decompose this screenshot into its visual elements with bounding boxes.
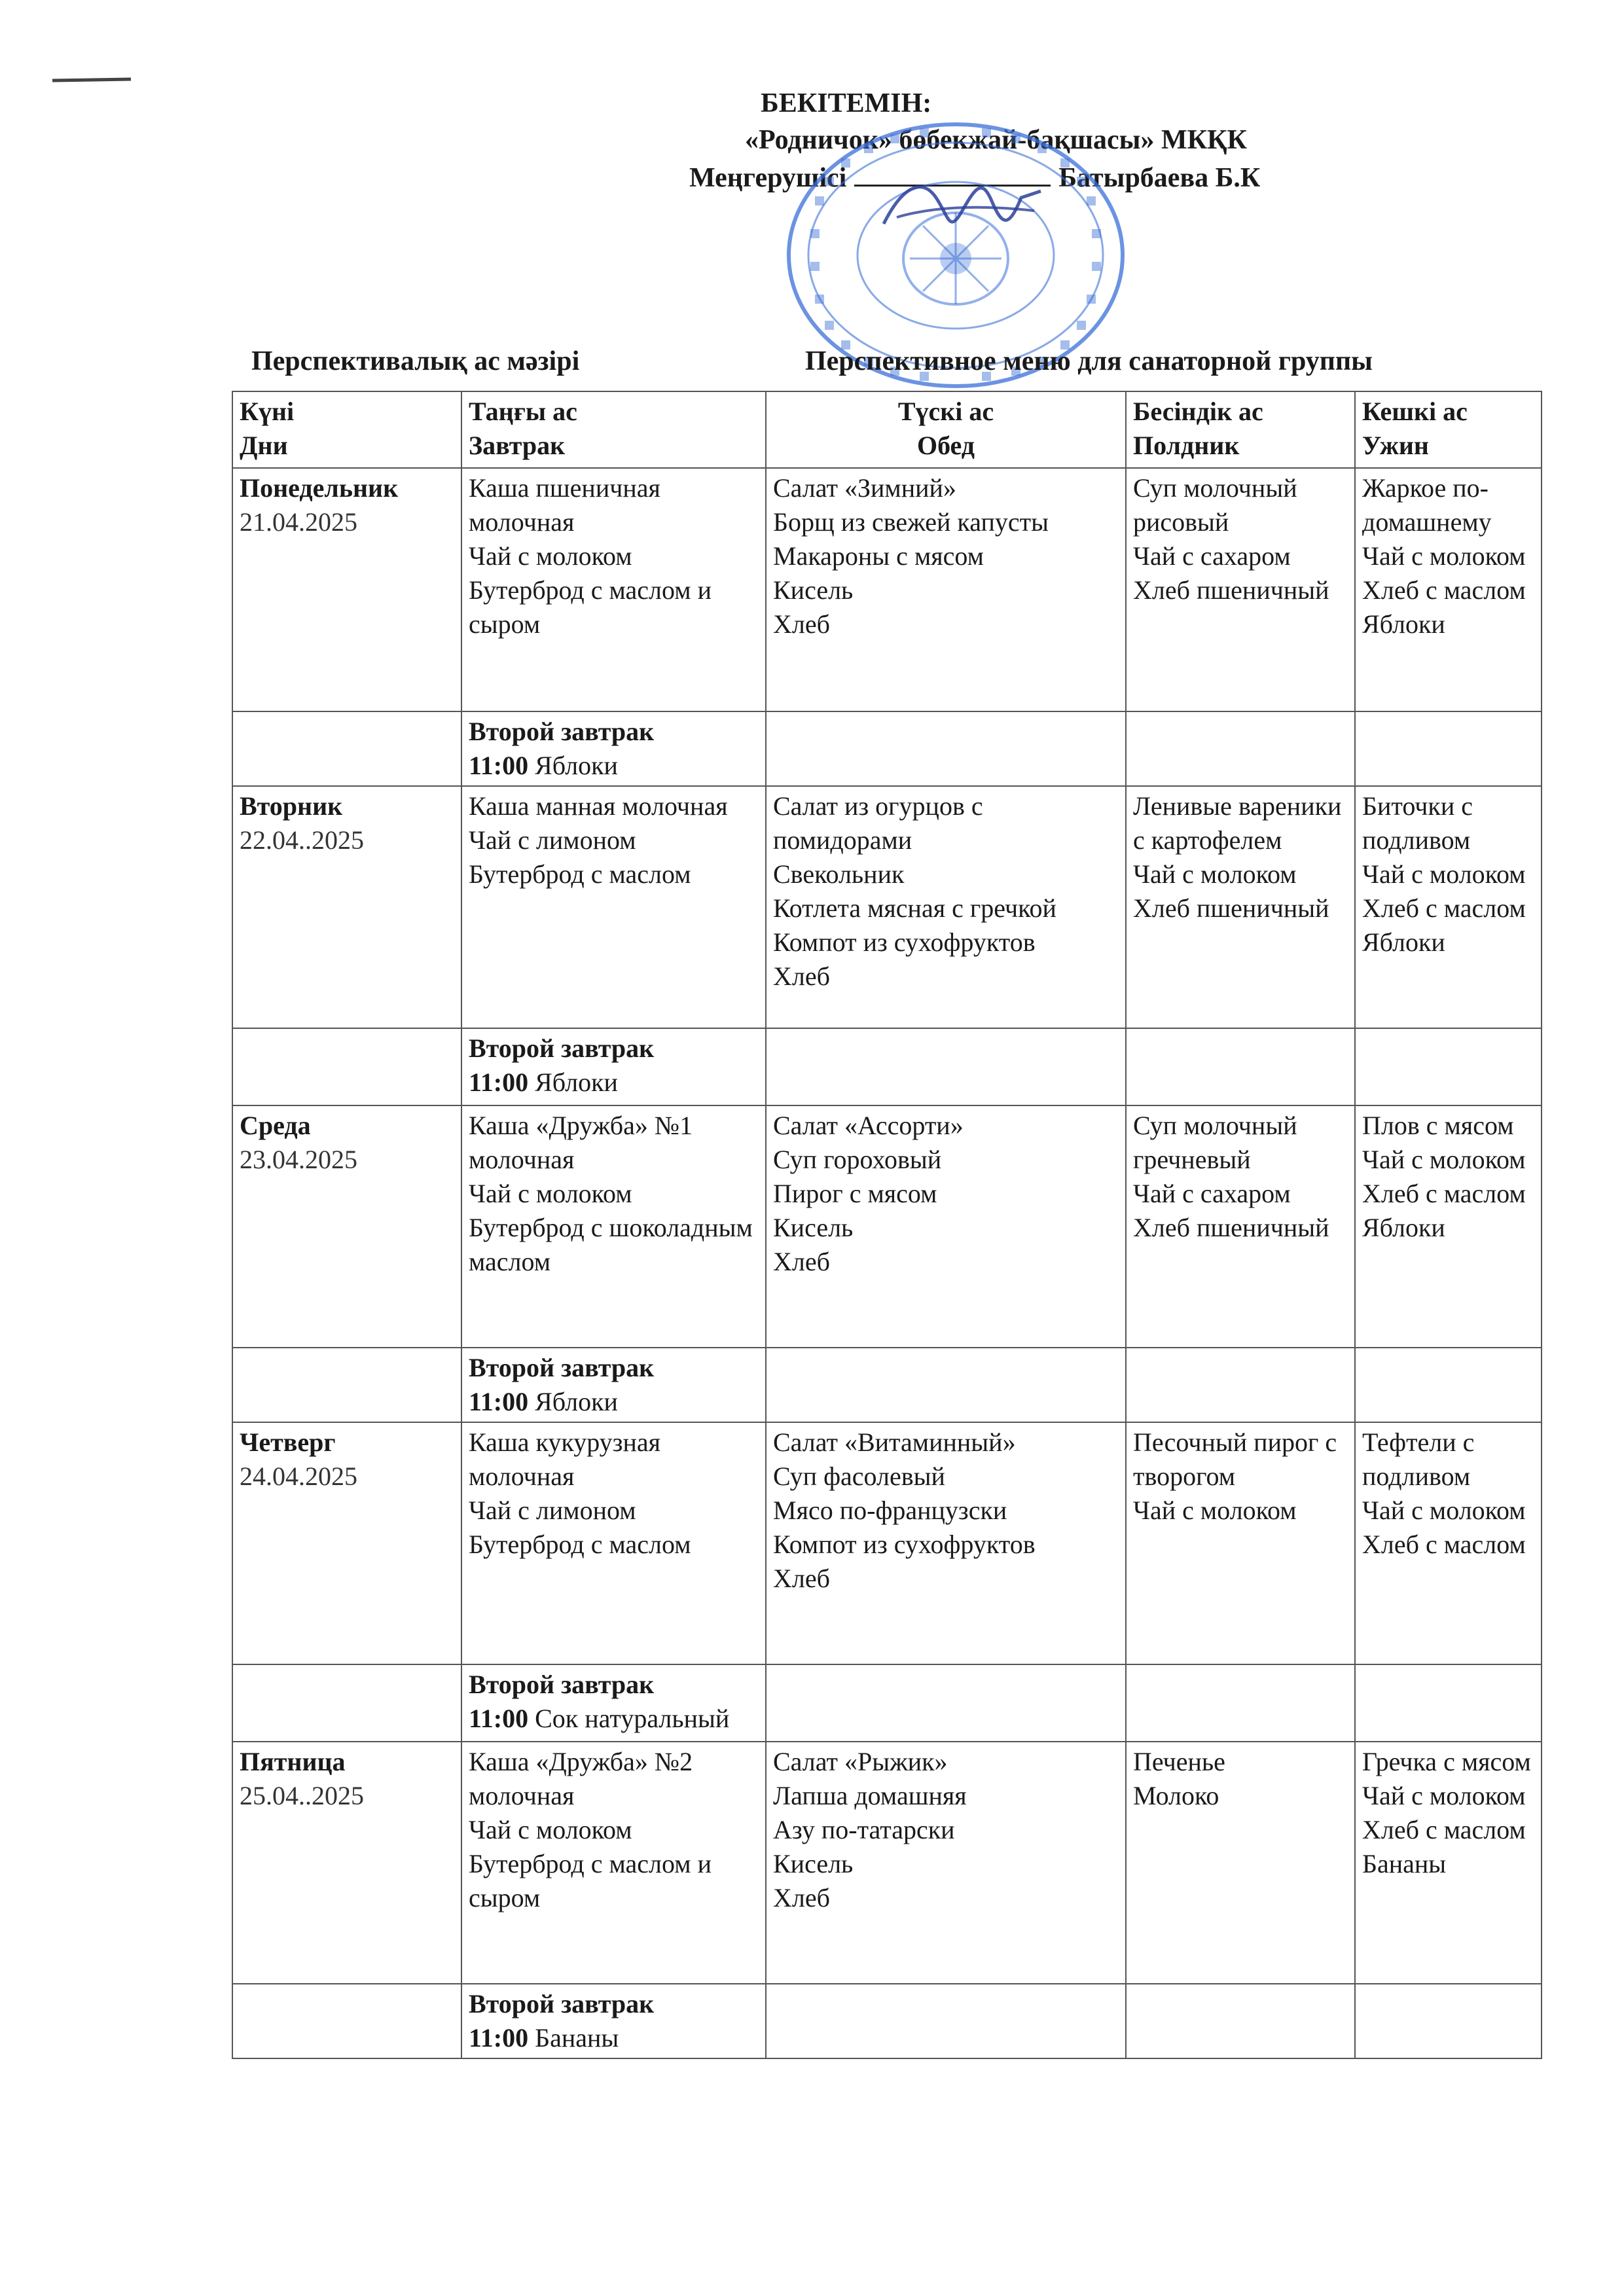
head-name: Батырбаева Б.К <box>1058 163 1261 193</box>
second-breakfast-time: 11:00 <box>469 1704 529 1733</box>
menu-table <box>232 391 1542 2059</box>
lunch-cell <box>766 786 1126 1028</box>
second-breakfast-item: Бананы <box>535 2023 619 2053</box>
dinner-cell <box>1355 1422 1542 1664</box>
head-label: Меңгерушісі <box>689 163 847 193</box>
lunch-item: Пирог с мясом <box>773 1179 937 1208</box>
breakfast-item: Каша «Дружба» №1 молочная <box>469 1111 693 1174</box>
breakfast-item: Чай с молоком <box>469 541 632 571</box>
day-row <box>232 468 1542 711</box>
second-breakfast-item: Яблоки <box>535 1387 618 1416</box>
snack-cell <box>1126 468 1355 711</box>
lunch-item: Салат «Ассорти» <box>773 1111 964 1140</box>
empty-cell <box>1355 1664 1542 1742</box>
lunch-item: Салат «Зимний» <box>773 473 956 503</box>
second-breakfast-time: 11:00 <box>469 1067 529 1097</box>
dinner-item: Яблоки <box>1362 1213 1445 1242</box>
empty-cell <box>232 711 461 786</box>
second-breakfast-row <box>232 1028 1542 1105</box>
empty-cell <box>766 1664 1126 1742</box>
column-header-dinner: Кешкі ас Ужин <box>1355 391 1542 468</box>
empty-cell <box>766 1984 1126 2058</box>
empty-cell <box>1126 1348 1355 1422</box>
second-breakfast-title: Второй завтрак <box>469 1670 655 1699</box>
breakfast-cell <box>461 1105 766 1348</box>
breakfast-item: Каша пшеничная молочная <box>469 473 660 537</box>
empty-cell <box>232 1348 461 1422</box>
lunch-item: Кисель <box>773 1213 854 1242</box>
day-date: 24.04.2025 <box>240 1462 357 1491</box>
lunch-item: Борщ из свежей капусты <box>773 507 1049 537</box>
snack-item: Хлеб пшеничный <box>1133 893 1329 923</box>
lunch-item: Суп фасолевый <box>773 1462 945 1491</box>
empty-cell <box>1126 1664 1355 1742</box>
breakfast-item: Чай с молоком <box>469 1815 632 1844</box>
snack-cell <box>1126 786 1355 1028</box>
lunch-item: Лапша домашняя <box>773 1781 967 1810</box>
lunch-item: Хлеб <box>773 961 830 991</box>
lunch-item: Котлета мясная с гречкой <box>773 893 1056 923</box>
day-cell <box>232 1105 461 1348</box>
lunch-item: Свекольник <box>773 859 905 889</box>
second-breakfast-cell <box>461 1664 766 1742</box>
dinner-item: Чай с молоком <box>1362 1781 1526 1810</box>
day-row <box>232 1105 1542 1348</box>
day-row <box>232 786 1542 1028</box>
lunch-item: Кисель <box>773 575 854 605</box>
lunch-cell <box>766 1422 1126 1664</box>
snack-item: Суп молочный гречневый <box>1133 1111 1297 1174</box>
breakfast-item: Бутерброд с шоколадным маслом <box>469 1213 753 1276</box>
second-breakfast-title: Второй завтрак <box>469 717 655 746</box>
dinner-item: Тефтели с подливом <box>1362 1427 1475 1491</box>
column-header-days: Күні Дни <box>232 391 461 468</box>
column-header-breakfast: Таңғы ас Завтрак <box>461 391 766 468</box>
empty-cell <box>766 711 1126 786</box>
day-date: 22.04..2025 <box>240 825 364 855</box>
lunch-item: Салат «Витаминный» <box>773 1427 1016 1457</box>
dinner-item: Яблоки <box>1362 609 1445 639</box>
snack-cell <box>1126 1742 1355 1984</box>
lunch-item: Хлеб <box>773 1883 830 1912</box>
approve-title: БЕКІТЕМІН: <box>761 88 932 118</box>
day-cell <box>232 468 461 711</box>
breakfast-item: Бутерброд с маслом и сыром <box>469 575 712 639</box>
second-breakfast-item: Яблоки <box>535 751 618 780</box>
breakfast-item: Бутерброд с маслом и сыром <box>469 1849 712 1912</box>
day-date: 21.04.2025 <box>240 507 357 537</box>
day-name: Вторник <box>240 791 343 821</box>
breakfast-item: Бутерброд с маслом <box>469 1530 691 1559</box>
second-breakfast-cell <box>461 1984 766 2058</box>
dinner-item: Биточки с подливом <box>1362 791 1473 855</box>
lunch-item: Салат «Рыжик» <box>773 1747 948 1776</box>
lunch-cell <box>766 468 1126 711</box>
snack-item: Чай с молоком <box>1133 859 1297 889</box>
day-cell <box>232 1422 461 1664</box>
institution-name: «Родничок» бөбекжай-бақшасы» МКҚК <box>745 125 1247 155</box>
lunch-item: Мясо по-французски <box>773 1496 1007 1525</box>
lunch-cell <box>766 1742 1126 1984</box>
lunch-item: Хлеб <box>773 1247 830 1276</box>
breakfast-item: Каша кукурузная молочная <box>469 1427 661 1491</box>
second-breakfast-cell <box>461 1028 766 1105</box>
lunch-item: Хлеб <box>773 609 830 639</box>
dinner-item: Чай с молоком <box>1362 541 1526 571</box>
breakfast-cell <box>461 1422 766 1664</box>
dinner-item: Хлеб с маслом <box>1362 893 1526 923</box>
second-breakfast-row <box>232 711 1542 786</box>
dinner-item: Гречка с мясом <box>1362 1747 1531 1776</box>
day-cell <box>232 1742 461 1984</box>
second-breakfast-item: Яблоки <box>535 1067 618 1097</box>
snack-item: Чай с сахаром <box>1133 541 1291 571</box>
dinner-item: Чай с молоком <box>1362 859 1526 889</box>
scan-mark <box>52 77 131 84</box>
day-date: 25.04..2025 <box>240 1781 364 1810</box>
handwritten-signature <box>877 171 1047 243</box>
dinner-item: Яблоки <box>1362 927 1445 957</box>
snack-item: Хлеб пшеничный <box>1133 1213 1329 1242</box>
snack-item: Печенье <box>1133 1747 1225 1776</box>
breakfast-item: Чай с лимоном <box>469 825 636 855</box>
dinner-item: Чай с молоком <box>1362 1496 1526 1525</box>
empty-cell <box>1126 711 1355 786</box>
day-row <box>232 1422 1542 1664</box>
breakfast-item: Бутерброд с маслом <box>469 859 691 889</box>
snack-item: Молоко <box>1133 1781 1219 1810</box>
title-russian: Перспективное меню для санаторной группы <box>805 346 1373 376</box>
lunch-item: Компот из сухофруктов <box>773 1530 1036 1559</box>
day-name: Понедельник <box>240 473 399 503</box>
breakfast-cell <box>461 1742 766 1984</box>
lunch-item: Макароны с мясом <box>773 541 984 571</box>
dinner-cell <box>1355 1742 1542 1984</box>
second-breakfast-title: Второй завтрак <box>469 1989 655 2018</box>
second-breakfast-time: 11:00 <box>469 1387 529 1416</box>
second-breakfast-row <box>232 1664 1542 1742</box>
lunch-item: Компот из сухофруктов <box>773 927 1036 957</box>
empty-cell <box>1355 711 1542 786</box>
empty-cell <box>1126 1028 1355 1105</box>
dinner-item: Чай с молоком <box>1362 1145 1526 1174</box>
lunch-item: Азу по-татарски <box>773 1815 955 1844</box>
menu-body <box>232 468 1542 2058</box>
second-breakfast-title: Второй завтрак <box>469 1033 655 1063</box>
day-row <box>232 1742 1542 1984</box>
dinner-item: Хлеб с маслом <box>1362 1815 1526 1844</box>
second-breakfast-row <box>232 1348 1542 1422</box>
second-breakfast-cell <box>461 711 766 786</box>
lunch-cell <box>766 1105 1126 1348</box>
dinner-item: Плов с мясом <box>1362 1111 1514 1140</box>
day-cell <box>232 786 461 1028</box>
empty-cell <box>1126 1984 1355 2058</box>
empty-cell <box>232 1664 461 1742</box>
dinner-item: Хлеб с маслом <box>1362 1179 1526 1208</box>
empty-cell <box>766 1028 1126 1105</box>
dinner-item: Бананы <box>1362 1849 1447 1878</box>
breakfast-item: Каша «Дружба» №2 молочная <box>469 1747 693 1810</box>
lunch-item: Хлеб <box>773 1564 830 1593</box>
lunch-item: Салат из огурцов с помидорами <box>773 791 983 855</box>
day-name: Четверг <box>240 1427 336 1457</box>
empty-cell <box>232 1984 461 2058</box>
day-name: Пятница <box>240 1747 346 1776</box>
snack-item: Ленивые вареники с картофелем <box>1133 791 1342 855</box>
empty-cell <box>1355 1984 1542 2058</box>
breakfast-cell <box>461 786 766 1028</box>
breakfast-item: Чай с лимоном <box>469 1496 636 1525</box>
dinner-cell <box>1355 786 1542 1028</box>
second-breakfast-time: 11:00 <box>469 2023 529 2053</box>
header-row <box>232 391 1542 468</box>
snack-cell <box>1126 1422 1355 1664</box>
second-breakfast-time: 11:00 <box>469 751 529 780</box>
lunch-item: Суп гороховый <box>773 1145 942 1174</box>
snack-item: Суп молочный рисовый <box>1133 473 1297 537</box>
lunch-item: Кисель <box>773 1849 854 1878</box>
column-header-lunch: Түскі ас Обед <box>766 391 1126 468</box>
empty-cell <box>1355 1028 1542 1105</box>
snack-item: Чай с молоком <box>1133 1496 1297 1525</box>
second-breakfast-item: Сок натуральный <box>535 1704 730 1733</box>
empty-cell <box>766 1348 1126 1422</box>
second-breakfast-cell <box>461 1348 766 1422</box>
empty-cell <box>232 1028 461 1105</box>
dinner-item: Хлеб с маслом <box>1362 575 1526 605</box>
snack-cell <box>1126 1105 1355 1348</box>
snack-item: Хлеб пшеничный <box>1133 575 1329 605</box>
breakfast-item: Каша манная молочная <box>469 791 728 821</box>
snack-item: Чай с сахаром <box>1133 1179 1291 1208</box>
dinner-cell <box>1355 1105 1542 1348</box>
dinner-cell <box>1355 468 1542 711</box>
snack-item: Песочный пирог с творогом <box>1133 1427 1337 1491</box>
dinner-item: Хлеб с маслом <box>1362 1530 1526 1559</box>
column-header-snack: Бесіндік ас Полдник <box>1126 391 1355 468</box>
breakfast-cell <box>461 468 766 711</box>
title-kazakh: Перспективалық ас мәзірі <box>251 346 580 376</box>
second-breakfast-title: Второй завтрак <box>469 1353 655 1382</box>
second-breakfast-row <box>232 1984 1542 2058</box>
day-date: 23.04.2025 <box>240 1145 357 1174</box>
breakfast-item: Чай с молоком <box>469 1179 632 1208</box>
empty-cell <box>1355 1348 1542 1422</box>
day-name: Среда <box>240 1111 311 1140</box>
dinner-item: Жаркое по-домашнему <box>1362 473 1492 537</box>
